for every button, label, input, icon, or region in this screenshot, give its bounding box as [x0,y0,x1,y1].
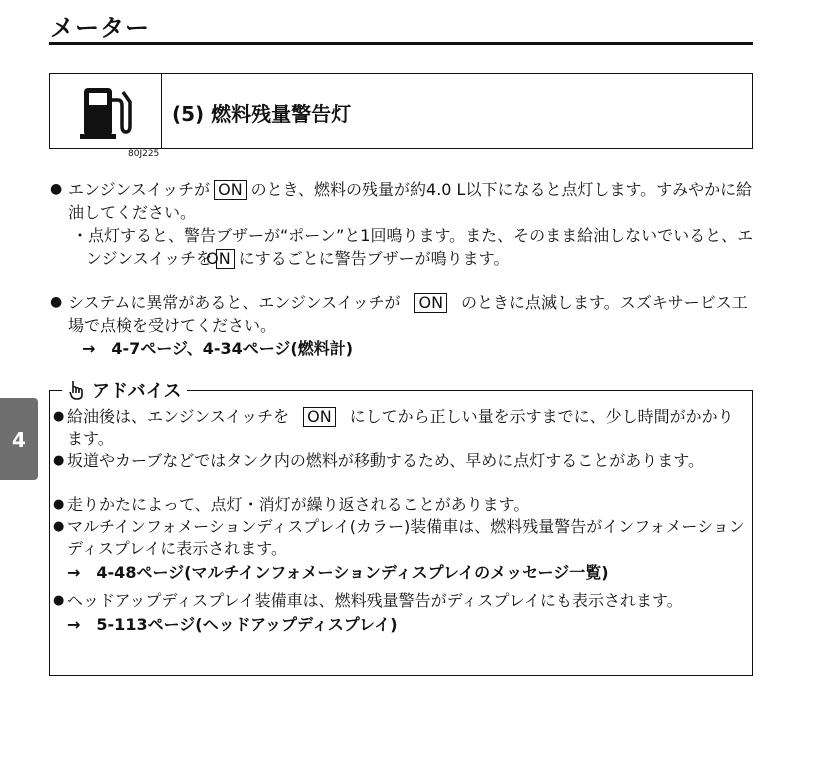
paragraph-malfunction: ● システムに異常があると、エンジンスイッチが ON のときに点滅します。スズキサービス工場で点検を受けてください。 → 4-7ページ、4-34ページ(燃料計) [50,291,760,360]
switch-on-label: ON [414,293,447,313]
advice-item: ● 坂道やカーブなどではタンク内の燃料が移動するため、早めに点灯することがあります。 [53,451,704,470]
bullet: ● [50,294,63,310]
switch-on-label: ON [214,180,247,200]
page-reference: → 5-113ページ(ヘッドアップディスプレイ) [67,615,398,634]
lamp-icon-cell [50,74,162,148]
page-reference: → 4-48ページ(マルチインフォメーションディスプレイのメッセージ一覧) [67,563,609,582]
chapter-tab: 4 [0,398,38,480]
advice-item: ● マルチインフォメーションディスプレイ(カラー)装備車は、燃料残量警告がインフォメーションディスプレイに表示されます。 → 4-48ページ(マルチインフォメーションディスプレイのメッセージ一覧) [53,516,748,584]
advice-item: ● ヘッドアップディスプレイ装備車は、燃料残量警告がディスプレイにも表示されます。 → 5-113ページ(ヘッドアップディスプレイ) [53,590,748,636]
pointing-hand-icon [68,379,90,401]
lamp-title: (5) 燃料残量警告灯 [172,102,352,126]
advice-item: ● 給油後は、エンジンスイッチを ON にしてから正しい量を示すまでに、少し時間がかかります。 [53,407,734,448]
bullet: ● [50,181,63,197]
icon-code: 80J225 [128,149,160,159]
title-divider [49,42,753,45]
warning-lamp-header [49,73,753,149]
advice-header: アドバイス [62,377,187,403]
fuel-pump-icon [80,82,132,140]
page-reference: → 4-7ページ、4-34ページ(燃料計) [82,339,354,358]
page-title: メーター [50,14,150,42]
switch-on-label: ON [216,249,235,269]
advice-item: ● 走りかたによって、点灯・消灯が繰り返されることがあります。 [53,495,530,514]
paragraph-fuel-low: ● エンジンスイッチが ON のとき、燃料の残量が約4.0 L以下になると点灯します。すみやかに給油してください。 ・点灯すると、警告ブザーが“ポーン”と1回鳴ります。また、そのまま給油しないでいると、エンジンスイッチをON にするごとに警告ブザーが鳴ります。 [50,180,754,268]
switch-on-label: ON [303,407,336,427]
